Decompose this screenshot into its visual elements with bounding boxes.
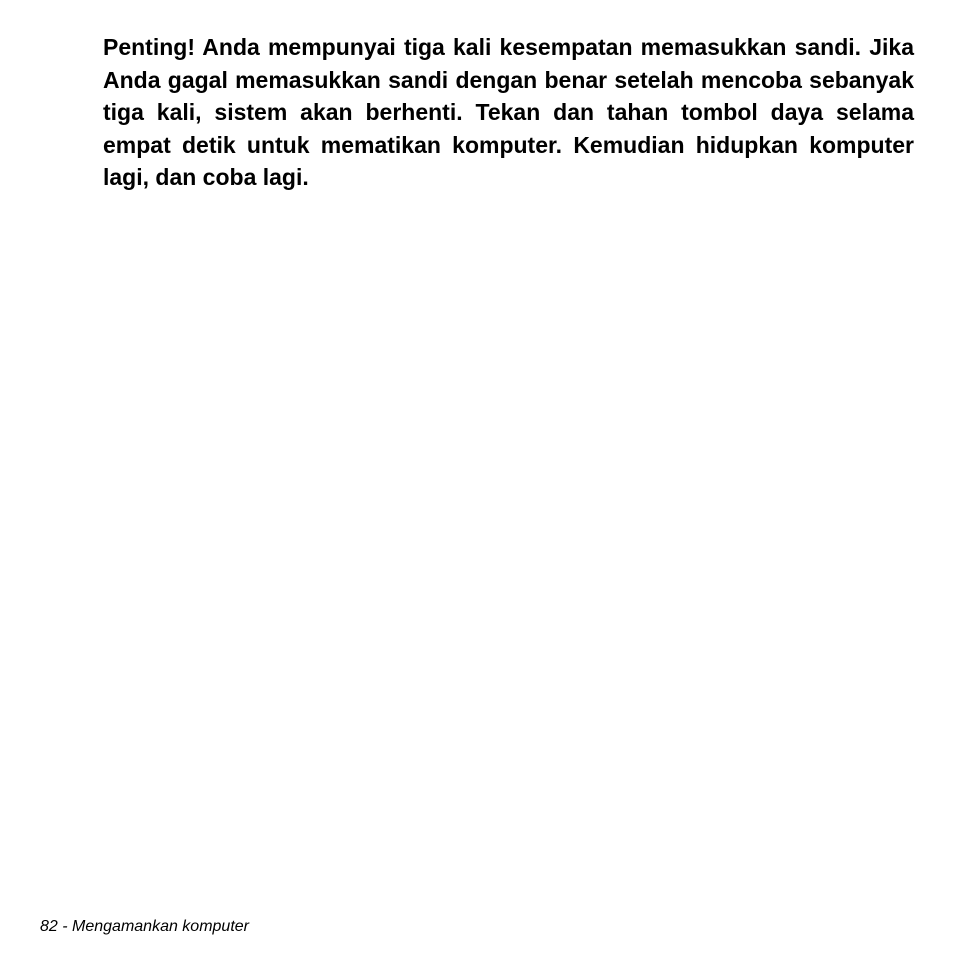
page-footer: 82 - Mengamankan komputer: [40, 918, 249, 935]
important-notice-paragraph: Penting! Anda mempunyai tiga kali kesempatan memasukkan sandi. Jika Anda gagal memasukkan sandi dengan benar setelah mencoba sebanyak tiga kali, sistem akan berhenti. Tekan dan tahan tombol daya selama empat detik untuk mematikan komputer. Kemudian hidupkan komputer lagi, dan coba lagi.: [103, 34, 914, 190]
